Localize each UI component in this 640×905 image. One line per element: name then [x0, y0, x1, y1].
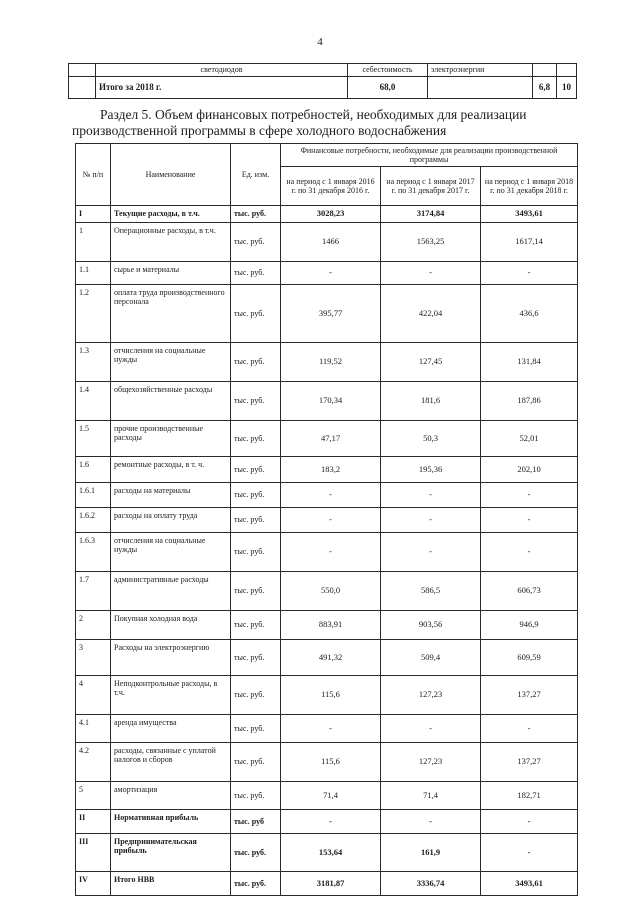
section-title [72, 107, 584, 139]
row-num: 4.1 [76, 715, 111, 743]
value-2017: 586,5 [381, 572, 481, 611]
row-name: аренда имущества [111, 715, 231, 743]
value-2016: 71,4 [281, 782, 381, 810]
value-2018: 3493,61 [481, 206, 578, 223]
row-unit: тыс. руб. [231, 611, 281, 640]
row-unit: тыс. руб. [231, 834, 281, 872]
row-unit: тыс. руб. [231, 715, 281, 743]
header-period-2018: на период с 1 января 2018 г. по 31 декабря 2018 г. [481, 167, 578, 206]
table-row [76, 834, 578, 872]
row-num: 1.6.3 [76, 533, 111, 572]
row-num: II [76, 810, 111, 834]
row-name: Расходы на электроэнергию [111, 640, 231, 676]
row-name: прочие производственные расходы [111, 421, 231, 457]
row-name: отчисления на социальные нужды [111, 343, 231, 382]
row-name: сырье и материалы [111, 262, 231, 285]
value-2016: 1466 [281, 223, 381, 262]
value-2017: 3336,74 [381, 872, 481, 896]
row-name: административные расходы [111, 572, 231, 611]
value-2017: - [381, 262, 481, 285]
table-row [76, 743, 578, 782]
table-row [76, 262, 578, 285]
value-2018: 946,9 [481, 611, 578, 640]
value-2018: 606,73 [481, 572, 578, 611]
row-unit: тыс. руб. [231, 285, 281, 343]
value-2016: 183,2 [281, 457, 381, 483]
value-2016: 3028,23 [281, 206, 381, 223]
total-value: 68,0 [348, 77, 428, 99]
value-2017: - [381, 533, 481, 572]
row-num: 1.2 [76, 285, 111, 343]
header-period-2017: на период с 1 января 2017 г. по 31 декабря 2017 г. [381, 167, 481, 206]
value-2018: 131,84 [481, 343, 578, 382]
table-row [76, 715, 578, 743]
top-cell [69, 77, 96, 99]
value-2017: - [381, 483, 481, 508]
row-num: 1.6 [76, 457, 111, 483]
row-num: III [76, 834, 111, 872]
top-table-total-row [69, 77, 577, 99]
table-row [76, 457, 578, 483]
value-2017: - [381, 715, 481, 743]
row-name: отчисления на социальные нужды [111, 533, 231, 572]
value-2018: 52,01 [481, 421, 578, 457]
top-cell: себестоимость [348, 64, 428, 77]
row-num: 1.6.2 [76, 508, 111, 533]
value-2016: - [281, 533, 381, 572]
table-row [76, 611, 578, 640]
row-name: Нормативная прибыль [111, 810, 231, 834]
row-name: Операционные расходы, в т.ч. [111, 223, 231, 262]
value-2018: 436,6 [481, 285, 578, 343]
total-label: Итого за 2018 г. [96, 77, 348, 99]
row-num: 5 [76, 782, 111, 810]
row-num: 4.2 [76, 743, 111, 782]
value-2016: 3181,87 [281, 872, 381, 896]
row-num: IV [76, 872, 111, 896]
total-v2: 10 [557, 77, 577, 99]
row-name: расходы на оплату труда [111, 508, 231, 533]
value-2016: 491,32 [281, 640, 381, 676]
value-2017: 195,36 [381, 457, 481, 483]
table-row [76, 508, 578, 533]
value-2017: - [381, 508, 481, 533]
value-2016: 47,17 [281, 421, 381, 457]
row-num: 4 [76, 676, 111, 715]
value-2018: 137,27 [481, 743, 578, 782]
value-2018: - [481, 508, 578, 533]
top-table-row [69, 64, 577, 77]
value-2017: 422,04 [381, 285, 481, 343]
top-cell [69, 64, 96, 77]
row-unit: тыс. руб. [231, 262, 281, 285]
row-unit: тыс. руб. [231, 640, 281, 676]
row-name: расходы на материалы [111, 483, 231, 508]
row-unit: тыс. руб. [231, 872, 281, 896]
value-2017: - [381, 810, 481, 834]
row-name: ремонтные расходы, в т. ч. [111, 457, 231, 483]
row-name: амортизация [111, 782, 231, 810]
row-num: 1.1 [76, 262, 111, 285]
value-2016: 170,34 [281, 382, 381, 421]
row-unit: тыс. руб. [231, 508, 281, 533]
top-cell [557, 64, 577, 77]
row-num: 1.7 [76, 572, 111, 611]
row-name: общехозяйственные расходы [111, 382, 231, 421]
row-name: Предпринимательская прибыль [111, 834, 231, 872]
row-unit: тыс. руб. [231, 483, 281, 508]
section-title-line2: производственной программы в сфере холодного водоснабжения [72, 123, 447, 138]
row-num: 1.5 [76, 421, 111, 457]
top-cell: светодиодов [96, 64, 348, 77]
value-2018: 137,27 [481, 676, 578, 715]
table-row [76, 285, 578, 343]
value-2018: 609,59 [481, 640, 578, 676]
header-unit: Ед. изм. [231, 144, 281, 206]
row-num: 1.4 [76, 382, 111, 421]
table-row [76, 206, 578, 223]
row-unit: тыс. руб. [231, 457, 281, 483]
value-2017: 127,23 [381, 676, 481, 715]
value-2017: 509,4 [381, 640, 481, 676]
row-unit: тыс. руб [231, 810, 281, 834]
value-2016: - [281, 715, 381, 743]
section-title-line1: Раздел 5. Объем финансовых потребностей, необходимых для реализации [100, 107, 527, 122]
table-row [76, 343, 578, 382]
top-cell [428, 77, 533, 99]
header-name: Наименование [111, 144, 231, 206]
top-table-fragment [68, 63, 577, 99]
value-2016: 119,52 [281, 343, 381, 382]
header-period-2016: на период с 1 января 2016 г. по 31 декабря 2016 г. [281, 167, 381, 206]
value-2017: 71,4 [381, 782, 481, 810]
value-2016: 883,91 [281, 611, 381, 640]
value-2017: 50,3 [381, 421, 481, 457]
row-unit: тыс. руб. [231, 343, 281, 382]
value-2018: - [481, 533, 578, 572]
table-row [76, 382, 578, 421]
value-2018: 202,10 [481, 457, 578, 483]
table-row [76, 676, 578, 715]
value-2018: - [481, 262, 578, 285]
row-unit: тыс. руб. [231, 743, 281, 782]
value-2017: 161,9 [381, 834, 481, 872]
value-2016: - [281, 262, 381, 285]
row-name: расходы, связанные с уплатой налогов и сборов [111, 743, 231, 782]
table-row [76, 421, 578, 457]
table-row [76, 483, 578, 508]
row-name: Покупная холодная вода [111, 611, 231, 640]
row-unit: тыс. руб. [231, 572, 281, 611]
row-name: Итого НВВ [111, 872, 231, 896]
row-unit: тыс. руб. [231, 421, 281, 457]
header-row [76, 144, 578, 167]
row-num: 1.6.1 [76, 483, 111, 508]
table-row [76, 810, 578, 834]
value-2016: 550,0 [281, 572, 381, 611]
table-row [76, 533, 578, 572]
row-unit: тыс. руб. [231, 782, 281, 810]
value-2017: 1563,25 [381, 223, 481, 262]
row-num: 1 [76, 223, 111, 262]
value-2017: 903,56 [381, 611, 481, 640]
value-2017: 181,6 [381, 382, 481, 421]
value-2018: 187,86 [481, 382, 578, 421]
row-num: 3 [76, 640, 111, 676]
table-row [76, 223, 578, 262]
value-2018: 1617,14 [481, 223, 578, 262]
value-2018: 182,71 [481, 782, 578, 810]
value-2017: 3174,84 [381, 206, 481, 223]
row-num: 2 [76, 611, 111, 640]
value-2016: 153,64 [281, 834, 381, 872]
top-cell: электроэнергии [428, 64, 533, 77]
value-2016: 115,6 [281, 743, 381, 782]
value-2017: 127,23 [381, 743, 481, 782]
row-name: Текущие расходы, в т.ч. [111, 206, 231, 223]
value-2018: - [481, 483, 578, 508]
header-group: Финансовые потребности, необходимые для реализации производственной программы [281, 144, 578, 167]
row-unit: тыс. руб. [231, 382, 281, 421]
table-row [76, 782, 578, 810]
financial-needs-table [75, 143, 578, 896]
value-2018: - [481, 834, 578, 872]
page-number: 4 [317, 36, 323, 48]
table-row [76, 872, 578, 896]
row-unit: тыс. руб. [231, 533, 281, 572]
value-2016: 395,77 [281, 285, 381, 343]
value-2016: - [281, 483, 381, 508]
value-2018: - [481, 715, 578, 743]
row-num: 1.3 [76, 343, 111, 382]
value-2016: - [281, 810, 381, 834]
value-2017: 127,45 [381, 343, 481, 382]
top-cell [533, 64, 557, 77]
value-2016: - [281, 508, 381, 533]
row-name: Неподконтрольные расходы, в т.ч. [111, 676, 231, 715]
table-row [76, 572, 578, 611]
row-unit: тыс. руб. [231, 223, 281, 262]
row-num: I [76, 206, 111, 223]
row-unit: тыс. руб. [231, 206, 281, 223]
value-2018: - [481, 810, 578, 834]
row-unit: тыс. руб. [231, 676, 281, 715]
value-2016: 115,6 [281, 676, 381, 715]
total-v1: 6,8 [533, 77, 557, 99]
header-num: № п/п [76, 144, 111, 206]
table-row [76, 640, 578, 676]
row-name: оплата труда производственного персонала [111, 285, 231, 343]
value-2018: 3493,61 [481, 872, 578, 896]
